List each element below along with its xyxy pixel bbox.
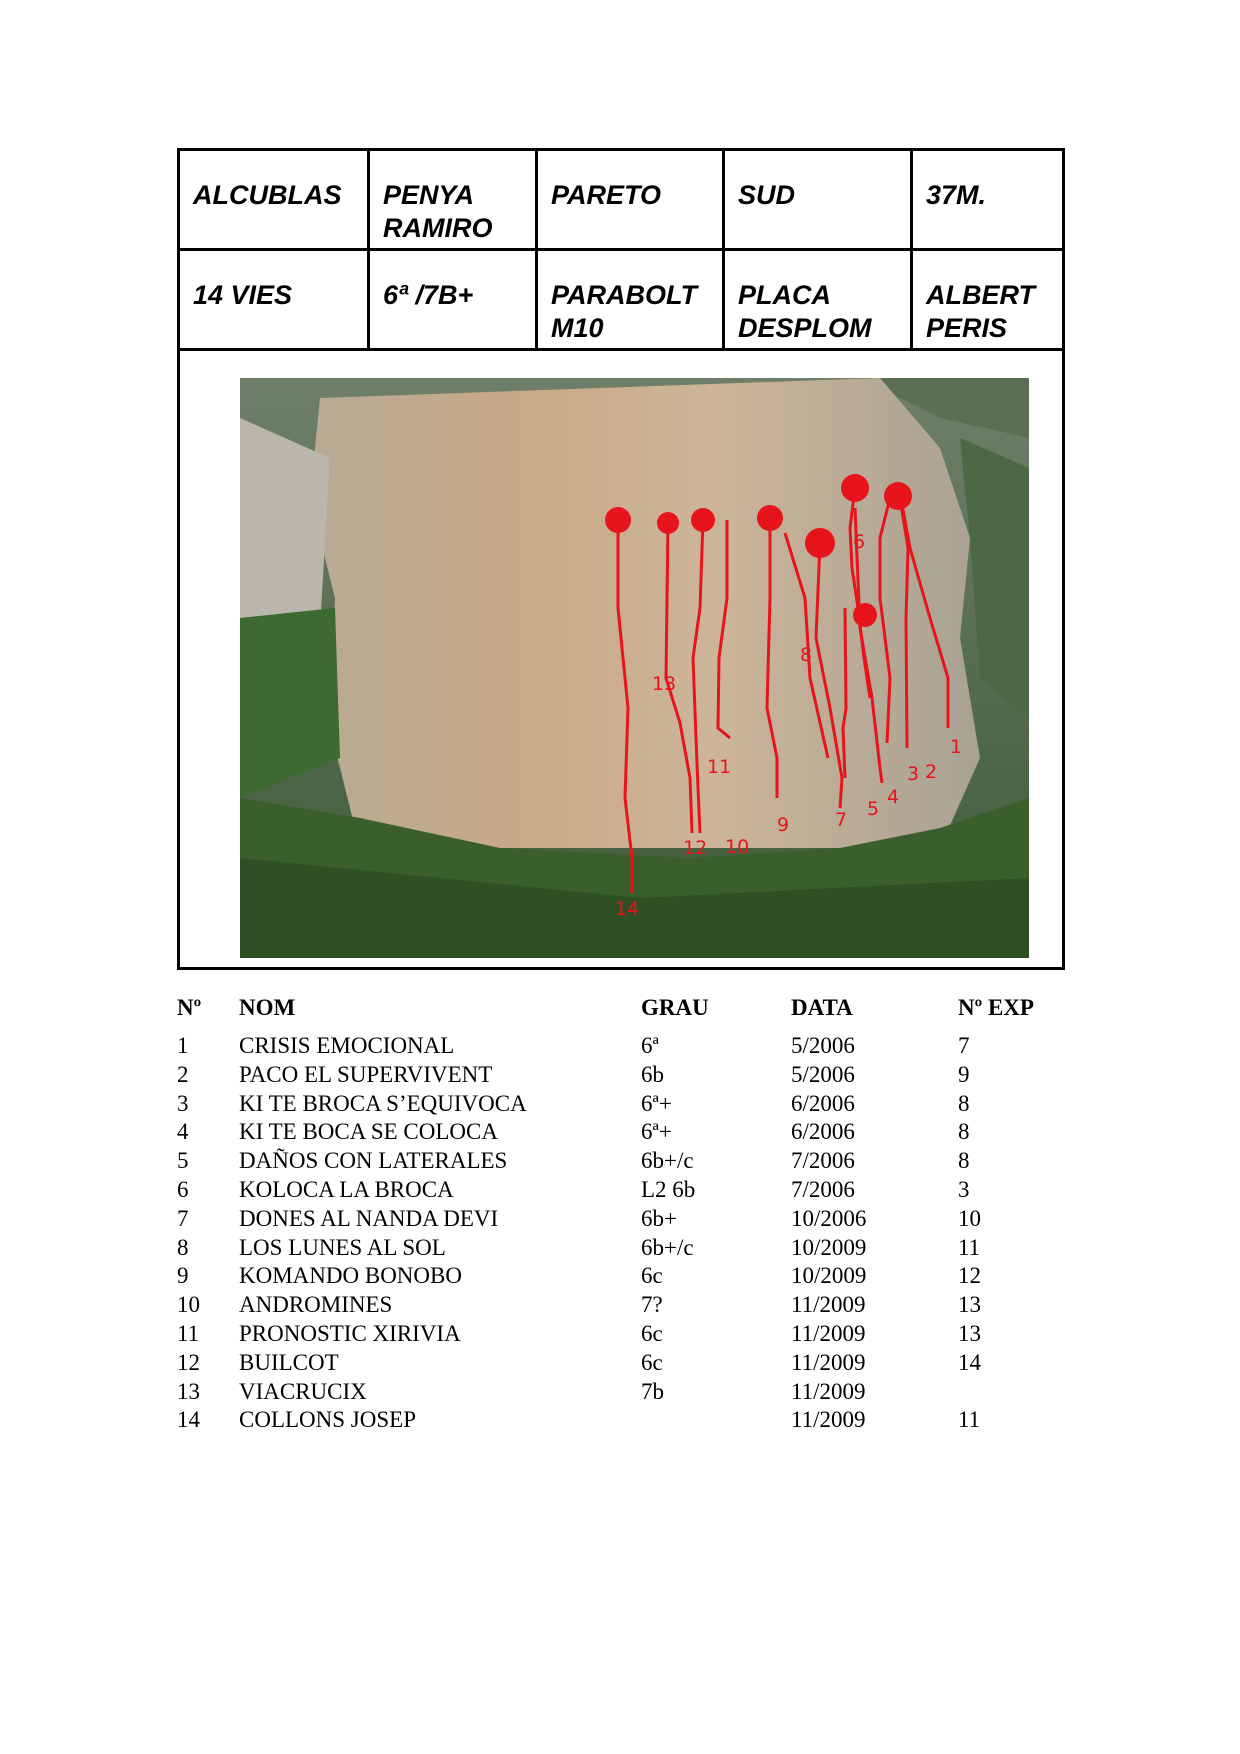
header-sector: PARETO [538,151,725,248]
cell-name: DONES AL NANDA DEVI [239,1205,499,1231]
belay-station [884,482,912,510]
cell-grade: 6b+ [641,1205,677,1231]
cell-exp: 14 [958,1349,981,1375]
cell-date: 5/2006 [791,1033,855,1058]
cell-num: 2 [177,1061,189,1087]
cell-date: 11/2009 [791,1349,866,1375]
belay-station [605,507,631,533]
route-label: 12 [683,837,708,859]
table-row [177,1350,1077,1379]
col-grade-header: GRAU [641,995,709,1020]
table-body [177,1033,1077,1436]
col-name-header: NOM [239,995,296,1020]
cell-date: 7/2006 [791,1148,855,1174]
cell-num: 3 [177,1090,189,1116]
cell-name: COLLONS JOSEP [239,1407,417,1433]
cell-exp: 10 [958,1205,981,1231]
cell-num: 9 [177,1263,189,1289]
cell-date: 5/2006 [791,1061,855,1087]
cell-num: 4 [177,1119,189,1145]
table-row [177,1033,1077,1062]
table-row [177,1091,1077,1120]
cell-name: KOMANDO BONOBO [239,1263,462,1289]
table-row [177,1407,1077,1436]
cell-grade: L2 6b [641,1176,696,1202]
cell-name: PACO EL SUPERVIVENT [239,1061,493,1087]
cell-grade: 6c [641,1349,663,1375]
cell-num: 11 [177,1320,200,1346]
cell-num: 14 [177,1407,200,1433]
cell-name: BUILCOT [239,1349,339,1375]
header-bolts: PARABOLT M10 [538,251,725,348]
header-orientation: SUD [725,151,913,248]
header-style: PLACA DESPLOM [725,251,913,348]
cell-exp: 13 [958,1320,981,1346]
route-label: 13 [652,673,677,695]
cell-exp: 7 [958,1033,970,1058]
cell-grade: 6ª+ [641,1119,672,1145]
cell-exp: 8 [958,1119,970,1145]
table-row [177,1263,1077,1292]
belay-station [853,603,877,627]
route-label: 9 [777,814,790,836]
table-row [177,1206,1077,1235]
header-row-2 [180,251,1062,351]
table-row [177,1119,1077,1148]
cell-name: PRONOSTIC XIRIVIA [239,1320,461,1346]
cell-name: DAÑOS CON LATERALES [239,1148,508,1174]
cell-num: 12 [177,1349,200,1375]
belay-station [805,528,835,558]
cell-exp: 11 [958,1407,981,1433]
route-label: 3 [907,763,920,785]
cell-exp: 9 [958,1061,970,1087]
table-row [177,1379,1077,1408]
cell-num: 1 [177,1033,189,1058]
cell-exp: 13 [958,1292,981,1318]
cell-date: 7/2006 [791,1176,855,1202]
cell-date: 10/2009 [791,1263,867,1289]
cell-num: 8 [177,1234,189,1260]
cell-date: 6/2006 [791,1119,855,1145]
cell-num: 7 [177,1205,189,1231]
cell-name: ANDROMINES [239,1292,393,1318]
table-row [177,1062,1077,1091]
header-row-1 [180,151,1062,251]
cell-num: 6 [177,1176,189,1202]
table-row [177,1148,1077,1177]
route-label: 8 [800,644,813,666]
cell-name: KI TE BOCA SE COLOCA [239,1119,498,1145]
cell-grade: 6ª+ [641,1090,672,1116]
route-table [177,995,1077,1436]
table-row [177,1321,1077,1350]
col-num-header: Nº [177,995,202,1020]
table-row [177,1177,1077,1206]
cell-date: 10/2009 [791,1234,867,1260]
route-label: 2 [925,761,938,783]
route-label: 7 [835,809,848,831]
cell-exp: 8 [958,1090,970,1116]
cell-exp: 3 [958,1176,970,1202]
route-label: 14 [615,898,640,920]
cell-name: KOLOCA LA BROCA [239,1176,454,1202]
header-crag: PENYA RAMIRO [370,151,538,248]
cell-num: 10 [177,1292,200,1318]
cell-exp: 8 [958,1148,970,1174]
cell-grade: 6b+/c [641,1148,694,1174]
cell-date: 11/2009 [791,1320,866,1346]
header-height: 37M. [926,180,987,210]
cell-grade: 6ª [641,1033,659,1058]
col-date-header: DATA [791,995,853,1020]
route-label: 6 [853,531,866,553]
cell-num: 5 [177,1148,189,1174]
cell-grade: 6c [641,1320,663,1346]
cell-date: 11/2009 [791,1292,866,1318]
cell-date: 6/2006 [791,1090,855,1116]
header-grade-range: 6ª /7B+ [370,251,538,348]
cell-num: 13 [177,1378,200,1404]
belay-station [841,474,869,502]
belay-station [691,508,715,532]
header-route-count: 14 VIES [180,251,370,348]
route-label: 10 [725,836,750,858]
header-area: ALCUBLAS [180,151,370,248]
cell-grade: 6b+/c [641,1234,694,1260]
route-label: 11 [707,756,732,778]
route-label: 5 [867,798,880,820]
topo-frame [177,148,1065,970]
col-exp-header: Nº EXP [958,995,1034,1020]
cell-name: KI TE BROCA S’EQUIVOCA [239,1090,527,1116]
cell-name: CRISIS EMOCIONAL [239,1033,455,1058]
route-label: 1 [950,736,963,758]
belay-station [657,512,679,534]
cell-grade: 7? [641,1292,663,1318]
cell-exp: 12 [958,1263,981,1289]
cell-date: 10/2006 [791,1205,867,1231]
cell-date: 11/2009 [791,1407,866,1433]
cell-exp: 11 [958,1234,981,1260]
cell-name: LOS LUNES AL SOL [239,1234,446,1260]
belay-station [757,505,783,531]
cell-grade: 6b [641,1061,664,1087]
table-row [177,1292,1077,1321]
header-author: ALBERT PERIS [926,280,1036,343]
cell-grade: 6c [641,1263,663,1289]
cell-date: 11/2009 [791,1378,866,1404]
cell-name: VIACRUCIX [239,1378,367,1404]
table-row [177,1235,1077,1264]
table-header [177,995,1077,1033]
route-label: 4 [887,786,900,808]
cell-grade: 7b [641,1378,664,1404]
crag-photo [240,378,1029,958]
